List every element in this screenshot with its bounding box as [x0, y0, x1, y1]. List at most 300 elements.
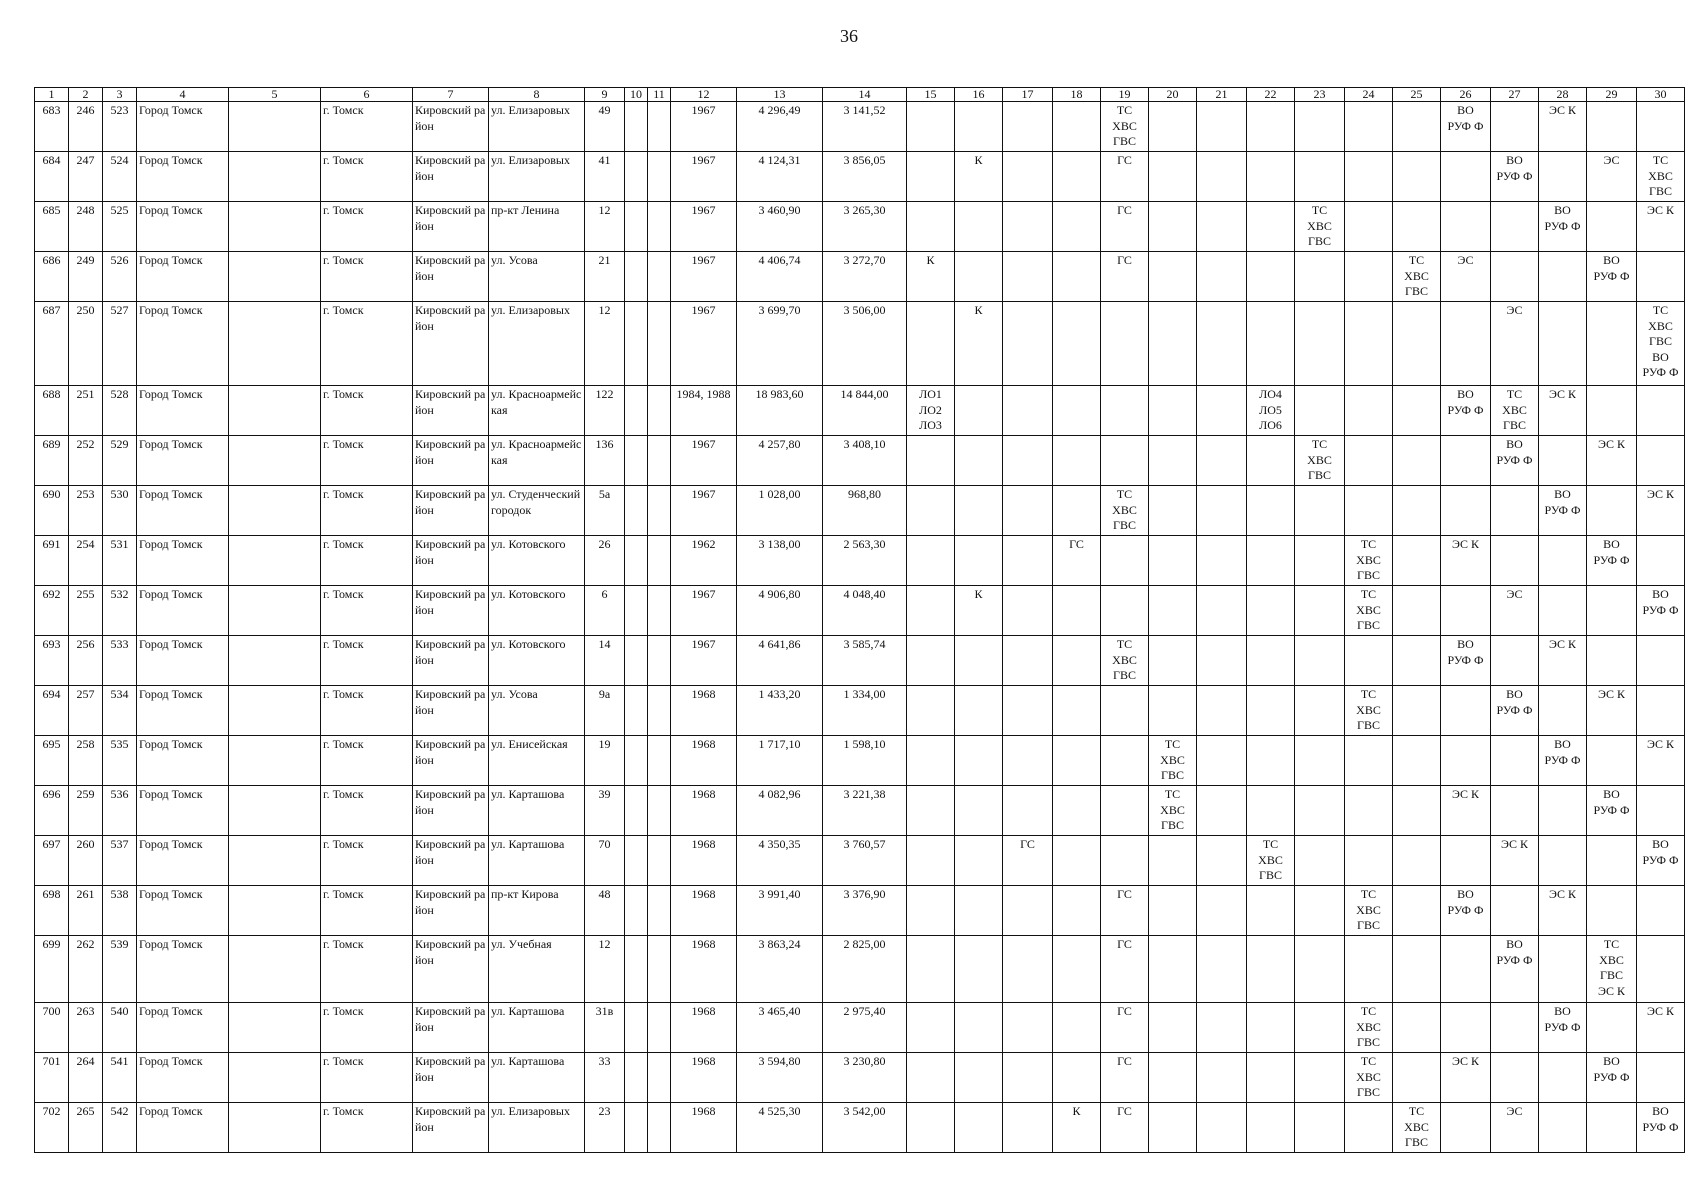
cell-col-29 [1587, 886, 1637, 936]
table-row [35, 886, 1685, 936]
cell-col-29 [1587, 386, 1637, 436]
cell-col-26: ЭС К [1441, 786, 1491, 836]
cell-col-1: 685 [35, 202, 69, 252]
cell-col-26 [1441, 836, 1491, 886]
cell-col-25 [1393, 436, 1441, 486]
cell-col-27: ТС ХВС ГВС [1491, 386, 1539, 436]
cell-col-1: 695 [35, 736, 69, 786]
table-row [35, 386, 1685, 436]
column-header-9: 9 [585, 88, 625, 102]
cell-col-8: ул. Красноармейская [489, 436, 585, 486]
cell-col-5 [229, 836, 321, 886]
column-header-13: 13 [737, 88, 823, 102]
cell-col-3: 530 [103, 486, 137, 536]
cell-col-3: 528 [103, 386, 137, 436]
cell-col-11 [648, 152, 671, 202]
cell-col-12: 1967 [671, 302, 737, 386]
cell-col-6: г. Томск [321, 886, 413, 936]
cell-col-14: 1 334,00 [823, 686, 907, 736]
cell-col-20: ТС ХВС ГВС [1149, 786, 1197, 836]
cell-col-17 [1003, 152, 1053, 202]
cell-col-2: 264 [69, 1053, 103, 1103]
cell-col-14: 3 585,74 [823, 636, 907, 686]
cell-col-1: 699 [35, 936, 69, 1003]
cell-col-2: 249 [69, 252, 103, 302]
cell-col-17 [1003, 1103, 1053, 1153]
cell-col-12: 1968 [671, 786, 737, 836]
cell-col-7: Кировский район [413, 536, 489, 586]
cell-col-9: 39 [585, 786, 625, 836]
cell-col-10 [625, 536, 648, 586]
cell-col-2: 246 [69, 102, 103, 152]
cell-col-21 [1197, 1003, 1247, 1053]
cell-col-16 [955, 686, 1003, 736]
cell-col-12: 1967 [671, 636, 737, 686]
cell-col-24 [1345, 152, 1393, 202]
cell-col-28 [1539, 1053, 1587, 1103]
cell-col-13: 3 699,70 [737, 302, 823, 386]
cell-col-21 [1197, 536, 1247, 586]
cell-col-19: ГС [1101, 936, 1149, 1003]
cell-col-24 [1345, 102, 1393, 152]
column-header-8: 8 [489, 88, 585, 102]
cell-col-17 [1003, 202, 1053, 252]
cell-col-11 [648, 536, 671, 586]
cell-col-19: ГС [1101, 252, 1149, 302]
cell-col-4: Город Томск [137, 786, 229, 836]
cell-col-27 [1491, 536, 1539, 586]
cell-col-3: 541 [103, 1053, 137, 1103]
cell-col-13: 3 991,40 [737, 886, 823, 936]
cell-col-25 [1393, 386, 1441, 436]
cell-col-9: 31в [585, 1003, 625, 1053]
table-row [35, 252, 1685, 302]
cell-col-28 [1539, 586, 1587, 636]
cell-col-12: 1968 [671, 1053, 737, 1103]
cell-col-22 [1247, 936, 1295, 1003]
table-row [35, 536, 1685, 586]
cell-col-27 [1491, 252, 1539, 302]
cell-col-21 [1197, 886, 1247, 936]
table-row [35, 202, 1685, 252]
cell-col-7: Кировский район [413, 1103, 489, 1153]
cell-col-13: 3 863,24 [737, 936, 823, 1003]
cell-col-11 [648, 1003, 671, 1053]
cell-col-20 [1149, 936, 1197, 1003]
cell-col-24: ТС ХВС ГВС [1345, 586, 1393, 636]
cell-col-15 [907, 102, 955, 152]
cell-col-3: 527 [103, 302, 137, 386]
cell-col-6: г. Томск [321, 102, 413, 152]
cell-col-11 [648, 636, 671, 686]
cell-col-26 [1441, 152, 1491, 202]
cell-col-17 [1003, 886, 1053, 936]
cell-col-6: г. Томск [321, 636, 413, 686]
cell-col-20 [1149, 202, 1197, 252]
table-row [35, 102, 1685, 152]
cell-col-11 [648, 736, 671, 786]
cell-col-2: 258 [69, 736, 103, 786]
cell-col-25: ТС ХВС ГВС [1393, 1103, 1441, 1153]
cell-col-26: ВО РУФ Ф [1441, 102, 1491, 152]
cell-col-6: г. Томск [321, 1103, 413, 1153]
cell-col-28 [1539, 536, 1587, 586]
cell-col-22 [1247, 886, 1295, 936]
column-header-20: 20 [1149, 88, 1197, 102]
cell-col-5 [229, 1103, 321, 1153]
cell-col-20 [1149, 586, 1197, 636]
cell-col-10 [625, 886, 648, 936]
cell-col-16 [955, 102, 1003, 152]
cell-col-23 [1295, 252, 1345, 302]
column-header-30: 30 [1637, 88, 1685, 102]
cell-col-14: 3 760,57 [823, 836, 907, 886]
table-row [35, 786, 1685, 836]
cell-col-15 [907, 586, 955, 636]
cell-col-2: 252 [69, 436, 103, 486]
cell-col-4: Город Томск [137, 1003, 229, 1053]
cell-col-4: Город Томск [137, 152, 229, 202]
column-header-5: 5 [229, 88, 321, 102]
cell-col-23 [1295, 302, 1345, 386]
cell-col-21 [1197, 736, 1247, 786]
cell-col-12: 1962 [671, 536, 737, 586]
cell-col-24 [1345, 836, 1393, 886]
column-header-17: 17 [1003, 88, 1053, 102]
cell-col-7: Кировский район [413, 736, 489, 786]
cell-col-17 [1003, 386, 1053, 436]
cell-col-14: 3 265,30 [823, 202, 907, 252]
cell-col-29: ВО РУФ Ф [1587, 252, 1637, 302]
cell-col-25 [1393, 836, 1441, 886]
cell-col-25 [1393, 102, 1441, 152]
cell-col-20 [1149, 836, 1197, 886]
cell-col-24: ТС ХВС ГВС [1345, 886, 1393, 936]
cell-col-30: ЭС К [1637, 202, 1685, 252]
cell-col-21 [1197, 836, 1247, 886]
cell-col-12: 1967 [671, 436, 737, 486]
cell-col-24 [1345, 486, 1393, 536]
cell-col-3: 526 [103, 252, 137, 302]
cell-col-5 [229, 302, 321, 386]
table-row [35, 736, 1685, 786]
cell-col-21 [1197, 786, 1247, 836]
cell-col-27: ВО РУФ Ф [1491, 686, 1539, 736]
column-header-21: 21 [1197, 88, 1247, 102]
cell-col-28: ЭС К [1539, 886, 1587, 936]
cell-col-30: ЭС К [1637, 1003, 1685, 1053]
table-row [35, 936, 1685, 1003]
cell-col-30 [1637, 936, 1685, 1003]
cell-col-16 [955, 886, 1003, 936]
cell-col-4: Город Томск [137, 386, 229, 436]
cell-col-18 [1053, 786, 1101, 836]
cell-col-9: 26 [585, 536, 625, 586]
column-header-1: 1 [35, 88, 69, 102]
cell-col-2: 265 [69, 1103, 103, 1153]
cell-col-23 [1295, 1053, 1345, 1103]
cell-col-19 [1101, 836, 1149, 886]
cell-col-15 [907, 886, 955, 936]
cell-col-7: Кировский район [413, 936, 489, 1003]
cell-col-28: ВО РУФ Ф [1539, 736, 1587, 786]
cell-col-29 [1587, 1003, 1637, 1053]
cell-col-19 [1101, 386, 1149, 436]
cell-col-7: Кировский район [413, 1003, 489, 1053]
cell-col-25 [1393, 202, 1441, 252]
table-row [35, 1053, 1685, 1103]
cell-col-28 [1539, 836, 1587, 886]
cell-col-26 [1441, 586, 1491, 636]
cell-col-18 [1053, 936, 1101, 1003]
cell-col-13: 4 350,35 [737, 836, 823, 886]
cell-col-15 [907, 836, 955, 886]
cell-col-6: г. Томск [321, 1003, 413, 1053]
cell-col-22 [1247, 636, 1295, 686]
cell-col-30 [1637, 886, 1685, 936]
cell-col-12: 1968 [671, 736, 737, 786]
cell-col-18 [1053, 436, 1101, 486]
cell-col-21 [1197, 436, 1247, 486]
cell-col-18 [1053, 836, 1101, 886]
cell-col-26 [1441, 486, 1491, 536]
column-header-18: 18 [1053, 88, 1101, 102]
column-header-25: 25 [1393, 88, 1441, 102]
column-header-27: 27 [1491, 88, 1539, 102]
cell-col-29 [1587, 102, 1637, 152]
cell-col-19 [1101, 536, 1149, 586]
cell-col-9: 23 [585, 1103, 625, 1153]
cell-col-1: 696 [35, 786, 69, 836]
cell-col-25: ТС ХВС ГВС [1393, 252, 1441, 302]
column-header-26: 26 [1441, 88, 1491, 102]
cell-col-17 [1003, 786, 1053, 836]
cell-col-22 [1247, 152, 1295, 202]
cell-col-11 [648, 786, 671, 836]
cell-col-11 [648, 1053, 671, 1103]
cell-col-18 [1053, 586, 1101, 636]
cell-col-10 [625, 786, 648, 836]
cell-col-23 [1295, 786, 1345, 836]
cell-col-26 [1441, 1103, 1491, 1153]
cell-col-13: 3 594,80 [737, 1053, 823, 1103]
cell-col-20 [1149, 102, 1197, 152]
cell-col-15: К [907, 252, 955, 302]
cell-col-9: 12 [585, 936, 625, 1003]
cell-col-13: 1 717,10 [737, 736, 823, 786]
cell-col-9: 48 [585, 886, 625, 936]
cell-col-19: ТС ХВС ГВС [1101, 486, 1149, 536]
cell-col-29 [1587, 202, 1637, 252]
cell-col-29 [1587, 486, 1637, 536]
cell-col-20 [1149, 486, 1197, 536]
cell-col-25 [1393, 536, 1441, 586]
cell-col-17 [1003, 1003, 1053, 1053]
cell-col-6: г. Томск [321, 386, 413, 436]
cell-col-12: 1967 [671, 486, 737, 536]
cell-col-18 [1053, 302, 1101, 386]
cell-col-16: К [955, 152, 1003, 202]
cell-col-1: 686 [35, 252, 69, 302]
cell-col-19: ГС [1101, 1053, 1149, 1103]
cell-col-2: 250 [69, 302, 103, 386]
cell-col-10 [625, 1053, 648, 1103]
cell-col-27 [1491, 486, 1539, 536]
cell-col-1: 700 [35, 1003, 69, 1053]
cell-col-14: 3 856,05 [823, 152, 907, 202]
cell-col-3: 540 [103, 1003, 137, 1053]
cell-col-8: ул. Карташова [489, 836, 585, 886]
cell-col-12: 1967 [671, 252, 737, 302]
cell-col-15 [907, 636, 955, 686]
cell-col-26 [1441, 302, 1491, 386]
cell-col-30: ВО РУФ Ф [1637, 586, 1685, 636]
cell-col-2: 247 [69, 152, 103, 202]
cell-col-14: 3 272,70 [823, 252, 907, 302]
cell-col-9: 122 [585, 386, 625, 436]
cell-col-15 [907, 736, 955, 786]
cell-col-26: ВО РУФ Ф [1441, 886, 1491, 936]
cell-col-3: 529 [103, 436, 137, 486]
cell-col-13: 3 138,00 [737, 536, 823, 586]
column-header-16: 16 [955, 88, 1003, 102]
cell-col-9: 136 [585, 436, 625, 486]
table-row [35, 302, 1685, 386]
cell-col-28: ВО РУФ Ф [1539, 1003, 1587, 1053]
cell-col-20 [1149, 886, 1197, 936]
cell-col-14: 3 506,00 [823, 302, 907, 386]
cell-col-29: ВО РУФ Ф [1587, 536, 1637, 586]
cell-col-12: 1968 [671, 886, 737, 936]
cell-col-22 [1247, 1103, 1295, 1153]
cell-col-9: 19 [585, 736, 625, 786]
cell-col-20 [1149, 1003, 1197, 1053]
cell-col-11 [648, 102, 671, 152]
cell-col-9: 33 [585, 1053, 625, 1103]
cell-col-5 [229, 1053, 321, 1103]
cell-col-16: К [955, 302, 1003, 386]
column-header-29: 29 [1587, 88, 1637, 102]
cell-col-14: 2 563,30 [823, 536, 907, 586]
cell-col-9: 21 [585, 252, 625, 302]
cell-col-22 [1247, 686, 1295, 736]
cell-col-8: ул. Елизаровых [489, 302, 585, 386]
cell-col-10 [625, 252, 648, 302]
table-row [35, 686, 1685, 736]
cell-col-17 [1003, 302, 1053, 386]
cell-col-16 [955, 252, 1003, 302]
cell-col-14: 3 230,80 [823, 1053, 907, 1103]
cell-col-1: 698 [35, 886, 69, 936]
cell-col-29 [1587, 586, 1637, 636]
cell-col-13: 18 983,60 [737, 386, 823, 436]
cell-col-4: Город Томск [137, 586, 229, 636]
cell-col-28: ЭС К [1539, 102, 1587, 152]
cell-col-20 [1149, 436, 1197, 486]
cell-col-23 [1295, 152, 1345, 202]
cell-col-11 [648, 486, 671, 536]
cell-col-28 [1539, 936, 1587, 1003]
cell-col-3: 533 [103, 636, 137, 686]
cell-col-2: 263 [69, 1003, 103, 1053]
cell-col-27 [1491, 786, 1539, 836]
cell-col-13: 4 525,30 [737, 1103, 823, 1153]
cell-col-25 [1393, 302, 1441, 386]
cell-col-29 [1587, 636, 1637, 686]
cell-col-19: ГС [1101, 1103, 1149, 1153]
cell-col-27 [1491, 636, 1539, 686]
cell-col-21 [1197, 386, 1247, 436]
cell-col-5 [229, 1003, 321, 1053]
cell-col-16 [955, 386, 1003, 436]
cell-col-21 [1197, 1053, 1247, 1103]
cell-col-18 [1053, 736, 1101, 786]
cell-col-9: 70 [585, 836, 625, 886]
cell-col-25 [1393, 586, 1441, 636]
cell-col-17 [1003, 252, 1053, 302]
cell-col-21 [1197, 1103, 1247, 1153]
cell-col-1: 691 [35, 536, 69, 586]
table-row [35, 436, 1685, 486]
cell-col-19: ТС ХВС ГВС [1101, 636, 1149, 686]
cell-col-4: Город Томск [137, 736, 229, 786]
cell-col-12: 1967 [671, 152, 737, 202]
cell-col-22: ТС ХВС ГВС [1247, 836, 1295, 886]
cell-col-14: 2 975,40 [823, 1003, 907, 1053]
cell-col-13: 4 124,31 [737, 152, 823, 202]
cell-col-14: 3 141,52 [823, 102, 907, 152]
cell-col-16 [955, 1003, 1003, 1053]
cell-col-15 [907, 786, 955, 836]
cell-col-5 [229, 536, 321, 586]
column-header-19: 19 [1101, 88, 1149, 102]
cell-col-28 [1539, 436, 1587, 486]
cell-col-19 [1101, 302, 1149, 386]
cell-col-25 [1393, 486, 1441, 536]
cell-col-30: ЭС К [1637, 736, 1685, 786]
cell-col-17 [1003, 102, 1053, 152]
cell-col-17 [1003, 486, 1053, 536]
cell-col-13: 1 433,20 [737, 686, 823, 736]
cell-col-19 [1101, 786, 1149, 836]
cell-col-3: 542 [103, 1103, 137, 1153]
cell-col-17 [1003, 1053, 1053, 1103]
cell-col-16 [955, 486, 1003, 536]
cell-col-28 [1539, 786, 1587, 836]
cell-col-20 [1149, 386, 1197, 436]
cell-col-27: ВО РУФ Ф [1491, 436, 1539, 486]
cell-col-18 [1053, 886, 1101, 936]
cell-col-7: Кировский район [413, 786, 489, 836]
cell-col-26: ВО РУФ Ф [1441, 386, 1491, 436]
cell-col-28: ВО РУФ Ф [1539, 486, 1587, 536]
cell-col-6: г. Томск [321, 486, 413, 536]
cell-col-13: 3 460,90 [737, 202, 823, 252]
cell-col-2: 259 [69, 786, 103, 836]
cell-col-25 [1393, 936, 1441, 1003]
cell-col-27: ЭС [1491, 302, 1539, 386]
cell-col-26 [1441, 202, 1491, 252]
cell-col-2: 256 [69, 636, 103, 686]
cell-col-24: ТС ХВС ГВС [1345, 686, 1393, 736]
cell-col-25 [1393, 1053, 1441, 1103]
cell-col-1: 690 [35, 486, 69, 536]
cell-col-8: ул. Карташова [489, 1003, 585, 1053]
cell-col-2: 262 [69, 936, 103, 1003]
table-row [35, 1103, 1685, 1153]
cell-col-15 [907, 486, 955, 536]
cell-col-5 [229, 736, 321, 786]
